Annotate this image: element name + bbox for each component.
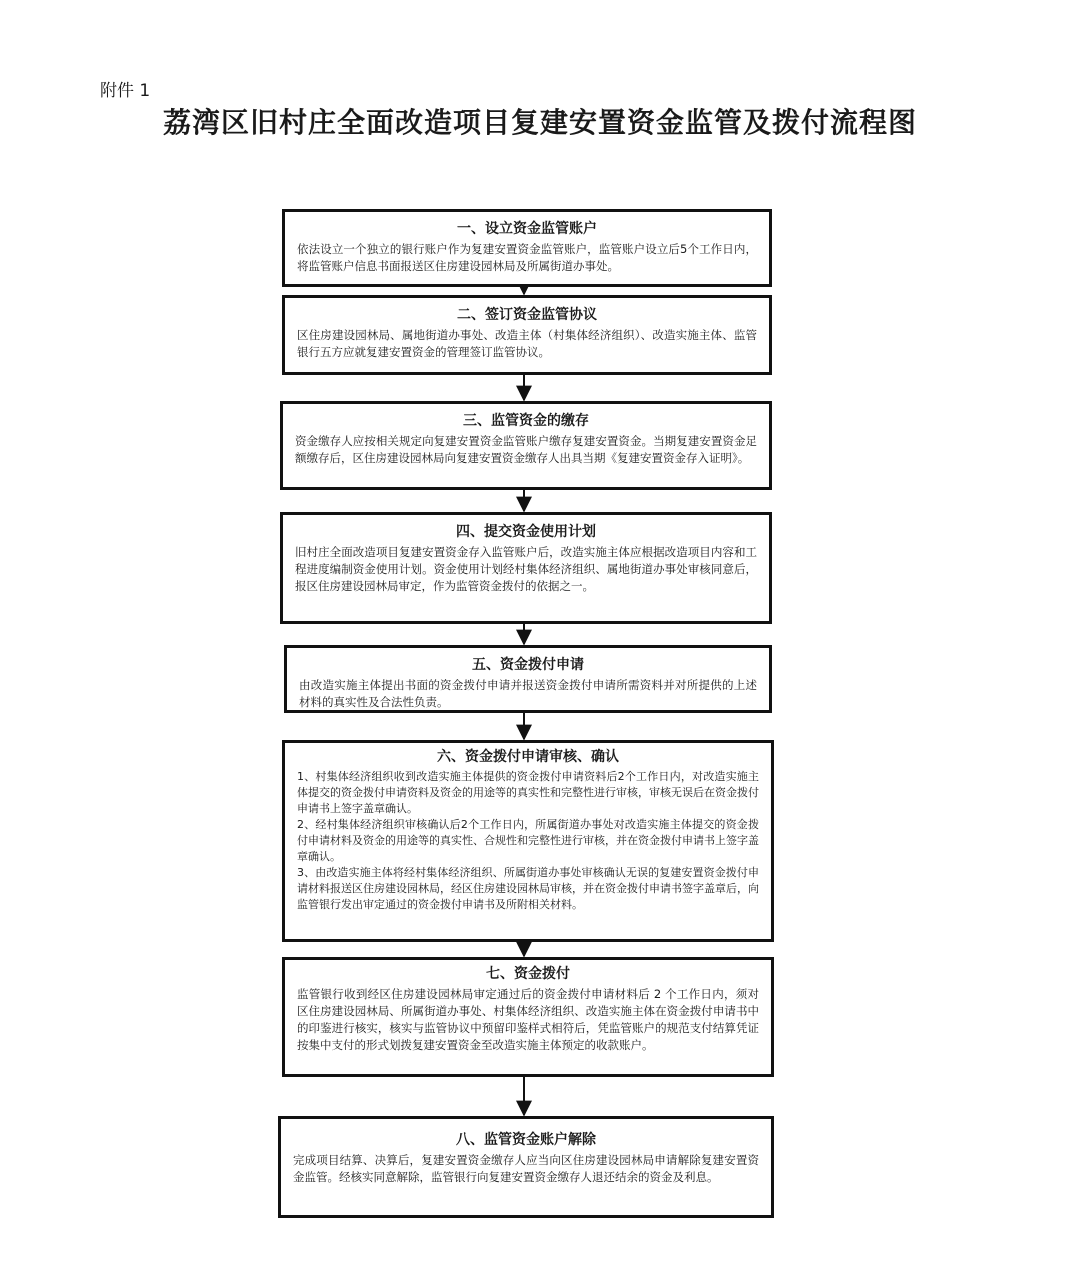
step-4-text: 旧村庄全面改造项目复建安置资金存入监管账户后，改造实施主体应根据改造项目内容和工程进度编制资金使用计划。资金使用计划经村集体经济组织、属地街道办事处审核同意后，报区住房建设园林局审定，作为监管资金拨付的依据之一。 [295,545,757,593]
step-8-box [278,1116,774,1218]
step-3-box [280,401,772,490]
step-1-text: 依法设立一个独立的银行账户作为复建安置资金监管账户，监管账户设立后5个工作日内，将监管账户信息书面报送区住房建设园林局及所属街道办事处。 [297,242,757,273]
step-5-title: 五、资金拨付申请 [472,657,584,673]
step-3-text: 资金缴存人应按相关规定向复建安置资金监管账户缴存复建安置资金。当期复建安置资金足额缴存后，区住房建设园林局向复建安置资金缴存人出具当期《复建安置资金存入证明》。 [295,434,757,465]
step-2-box [282,295,772,375]
step-2-text: 区住房建设园林局、属地街道办事处、改造主体（村集体经济组织）、改造实施主体、监管银行五方应就复建安置资金的管理签订监管协议。 [297,328,757,359]
step-7-text: 监管银行收到经区住房建设园林局审定通过后的资金拨付申请材料后 2 个工作日内，须对区住房建设园林局、所属街道办事处、村集体经济组织、改造实施主体在资金拨付申请书中的印鉴进行核实，核实与监管协议中预留印鉴样式相符后，凭监管账户的规范支付结算凭证按集中支付的形式划拨复建安置资金至改造实施主体预定的收款账户。 [297,987,759,1052]
step-5-box [284,645,772,713]
step-6-text: 1、村集体经济组织收到改造实施主体提供的资金拨付申请资料后2个工作日内，对改造实施主体提交的资金拨付申请资料及资金的用途等的真实性和完整性进行审核，审核无误后在资金拨付申请书上签字盖章确认。 2、经村集体经济组织审核确认后2个工作日内，所属街道办事处对改造实施主体提交的资金拨付申请材料及资金的用途等的真实性、合规性和完整性进行审核，并在资金拨付申请书上签字盖章确认。 3、由改造实施主体将经村集体经济组织、所属街道办事处审核确认无误的复建安置资金拨付申请材料报送区住房建设园林局，经区住房建设园林局审核，并在资金拨付申请书签字盖章后，向监管银行发出审定通过的资金拨付申请书及所附相关材料。 [297,770,759,911]
step-5-text: 由改造实施主体提出书面的资金拨付申请并报送资金拨付申请所需资料并对所提供的上述材料的真实性及合法性负责。 [299,678,757,709]
step-6-title: 六、资金拨付申请审核、确认 [437,749,619,765]
step-6-box [282,740,774,942]
step-7-box [282,957,774,1077]
step-2-title: 二、签订资金监管协议 [457,307,597,323]
page-title: 荔湾区旧村庄全面改造项目复建安置资金监管及拨付流程图 [162,106,917,139]
step-3-title: 三、监管资金的缴存 [463,413,589,429]
step-8-title: 八、监管资金账户解除 [456,1132,596,1148]
step-7-title: 七、资金拨付 [486,966,570,982]
step-8-text: 完成项目结算、决算后，复建安置资金缴存人应当向区住房建设园林局申请解除复建安置资金监管。经核实同意解除，监管银行向复建安置资金缴存人退还结余的资金及利息。 [293,1153,759,1184]
attachment-label: 附件 1 [100,81,151,101]
step-4-box [280,512,772,624]
step-1-box [282,209,772,287]
step-4-title: 四、提交资金使用计划 [456,524,596,540]
step-1-title: 一、设立资金监管账户 [457,221,597,237]
